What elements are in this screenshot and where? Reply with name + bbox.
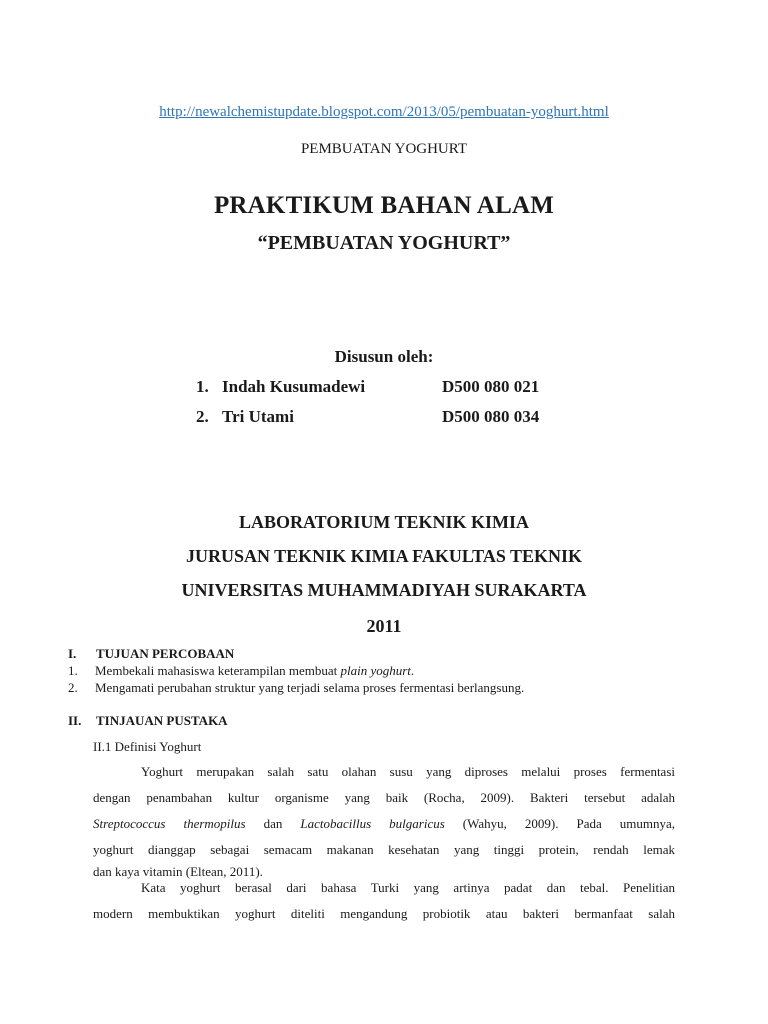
author-name: Tri Utami [222, 407, 294, 426]
cover-title: PRAKTIKUM BAHAN ALAM [213, 192, 555, 219]
institution-lab: LABORATORIUM TEKNIK KIMIA [238, 512, 530, 532]
document-top-title: PEMBUATAN YOGHURT [300, 141, 468, 157]
author-number: 1. [196, 377, 209, 396]
paragraph-line: Streptococcus thermopilus dan Lactobacillus bulgaricus (Wahyu, 2009). Pada umumnya, [93, 816, 675, 831]
section-number: II. [68, 713, 82, 728]
institution-university: UNIVERSITAS MUHAMMADIYAH SURAKARTA [181, 580, 587, 600]
section-title: TINJAUAN PUSTAKA [96, 713, 228, 728]
institution-department: JURUSAN TEKNIK KIMIA FAKULTAS TEKNIK [185, 546, 583, 566]
section-title: TUJUAN PERCOBAAN [96, 646, 235, 661]
institution-year: 2011 [366, 616, 402, 636]
paragraph-line: dan kaya vitamin (Eltean, 2011). [93, 864, 263, 879]
paragraph-line: modern membuktikan yoghurt diteliti mengandung probiotik atau bakteri bermanfaat salah [93, 906, 675, 921]
paragraph-line: dengan penambahan kultur organisme yang baik (Rocha, 2009). Bakteri tersebut adalah [93, 790, 675, 805]
cover-subtitle: “PEMBUATAN YOGHURT” [257, 232, 511, 254]
section-number: I. [68, 646, 77, 661]
paragraph-line: Yoghurt merupakan salah satu olahan susu yang diproses melalui proses fermentasi [141, 764, 675, 779]
list-item-text: Membekali mahasiswa keterampilan membuat plain yoghurt. [95, 663, 415, 678]
paragraph-line: Kata yoghurt berasal dari bahasa Turki yang artinya padat dan tebal. Penelitian [141, 880, 675, 895]
paragraph-line: yoghurt dianggap sebagai semacam makanan kesehatan yang tinggi protein, rendah lemak [93, 842, 675, 857]
source-url-link[interactable]: http://newalchemistupdate.blogspot.com/2013/05/pembuatan-yoghurt.html [159, 104, 609, 120]
author-name: Indah Kusumadewi [222, 377, 366, 396]
list-item-text: Mengamati perubahan struktur yang terjadi selama proses fermentasi berlangsung. [95, 680, 525, 695]
subsection-title: II.1 Definisi Yoghurt [93, 739, 202, 754]
compiled-by-label: Disusun oleh: [334, 347, 434, 366]
list-item-number: 2. [68, 680, 78, 695]
author-student-id: D500 080 034 [442, 407, 540, 426]
author-number: 2. [196, 407, 209, 426]
list-item-number: 1. [68, 663, 78, 678]
author-student-id: D500 080 021 [442, 377, 540, 396]
